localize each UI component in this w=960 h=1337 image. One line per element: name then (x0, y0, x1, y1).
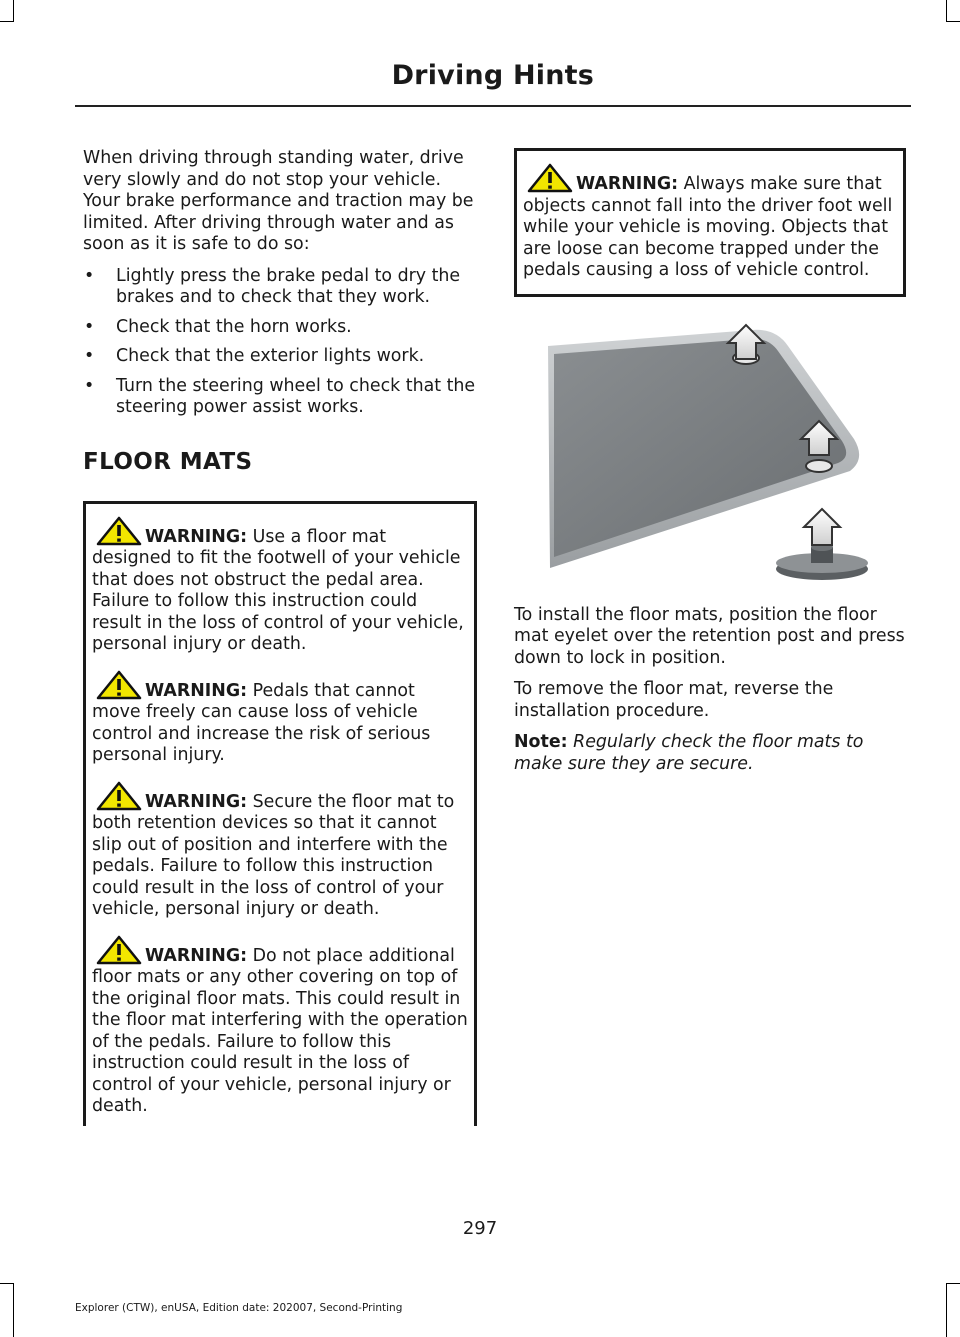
warning-triangle-icon (527, 163, 573, 193)
crop-mark-top-left-h (0, 21, 14, 22)
warning-triangle-icon (96, 781, 142, 811)
after-water-checklist (83, 266, 477, 419)
crop-mark-bottom-right-h (946, 1283, 960, 1284)
bullet-marker: • (84, 316, 95, 337)
up-arrow-icon (804, 509, 840, 545)
list-item: • Check that the horn works. (84, 316, 352, 337)
crop-mark-top-left (13, 0, 14, 22)
bullet-marker: • (84, 265, 95, 286)
left-column (83, 148, 477, 1126)
remove-paragraph: To remove the floor mat, reverse the installation procedure. (514, 679, 834, 721)
warning-paragraph: WARNING: Secure the floor mat to both retention devices so that it cannot slip out of position and interfere with the pedals. Failure to follow this instruction could result in the loss of control of your vehicle, personal injury or death. (92, 781, 468, 921)
warning-triangle-icon (96, 670, 142, 700)
warning-box (514, 148, 906, 297)
warning-paragraph: WARNING: Use a floor mat designed to fit the footwell of your vehicle that does not obstruct the pedal area. Failure to follow this instruction could result in the loss of control of your vehicle, personal injury or death. (92, 516, 468, 656)
crop-mark-top-right-h (946, 21, 960, 22)
crop-mark-bottom-right (946, 1283, 947, 1337)
intro-paragraph: When driving through standing water, drive very slowly and do not stop your vehicle. Your brake performance and traction may be limited. After driving through water and as soon as it is safe to do so: (83, 148, 474, 254)
section-heading-floor-mats: FLOOR MATS (83, 448, 253, 475)
warning-triangle-icon (96, 935, 142, 965)
crop-mark-top-right (946, 0, 947, 22)
header-divider (75, 105, 911, 107)
right-column (514, 148, 906, 785)
warning-paragraph: WARNING: Do not place additional floor mats or any other covering on top of the original floor mats. This could result in the floor mat interfering with the operation of the pedals. Failure to follow this instruction could result in the loss of control of your vehicle, personal injury or death. (92, 935, 468, 1118)
list-item: • Lightly press the brake pedal to dry the brakes and to check that they work. (84, 265, 461, 307)
page-number: 297 (462, 1218, 498, 1239)
edition-footer: Explorer (CTW), enUSA, Edition date: 202007, Second-Printing (75, 1302, 403, 1314)
floor-mat-image (514, 321, 906, 581)
warning-triangle-icon (96, 516, 142, 546)
warning-paragraph: WARNING: Pedals that cannot move freely can cause loss of vehicle control and increase the risk of serious personal injury. (92, 670, 468, 767)
note-paragraph: Note: Regularly check the floor mats to make sure they are secure. (514, 732, 864, 774)
list-item: • Turn the steering wheel to check that the steering power assist works. (84, 375, 476, 417)
install-paragraph: To install the floor mats, position the floor mat eyelet over the retention post and press down to lock in position. (514, 604, 905, 668)
eyelet-icon (806, 460, 832, 472)
bullet-marker: • (84, 375, 95, 396)
warning-paragraph: WARNING: Always make sure that objects cannot fall into the driver foot well while your vehicle is moving. Objects that are loose can become trapped under the pedals causing a loss of vehicle control. (523, 163, 897, 282)
page-title: Driving Hints (391, 60, 594, 91)
crop-mark-bottom-left-h (0, 1283, 14, 1284)
crop-mark-bottom-left (13, 1283, 14, 1337)
warning-box (83, 501, 477, 1126)
bullet-marker: • (84, 346, 95, 366)
floor-mat-illustration (514, 321, 906, 581)
list-item: • Check that the exterior lights work. (84, 346, 425, 366)
